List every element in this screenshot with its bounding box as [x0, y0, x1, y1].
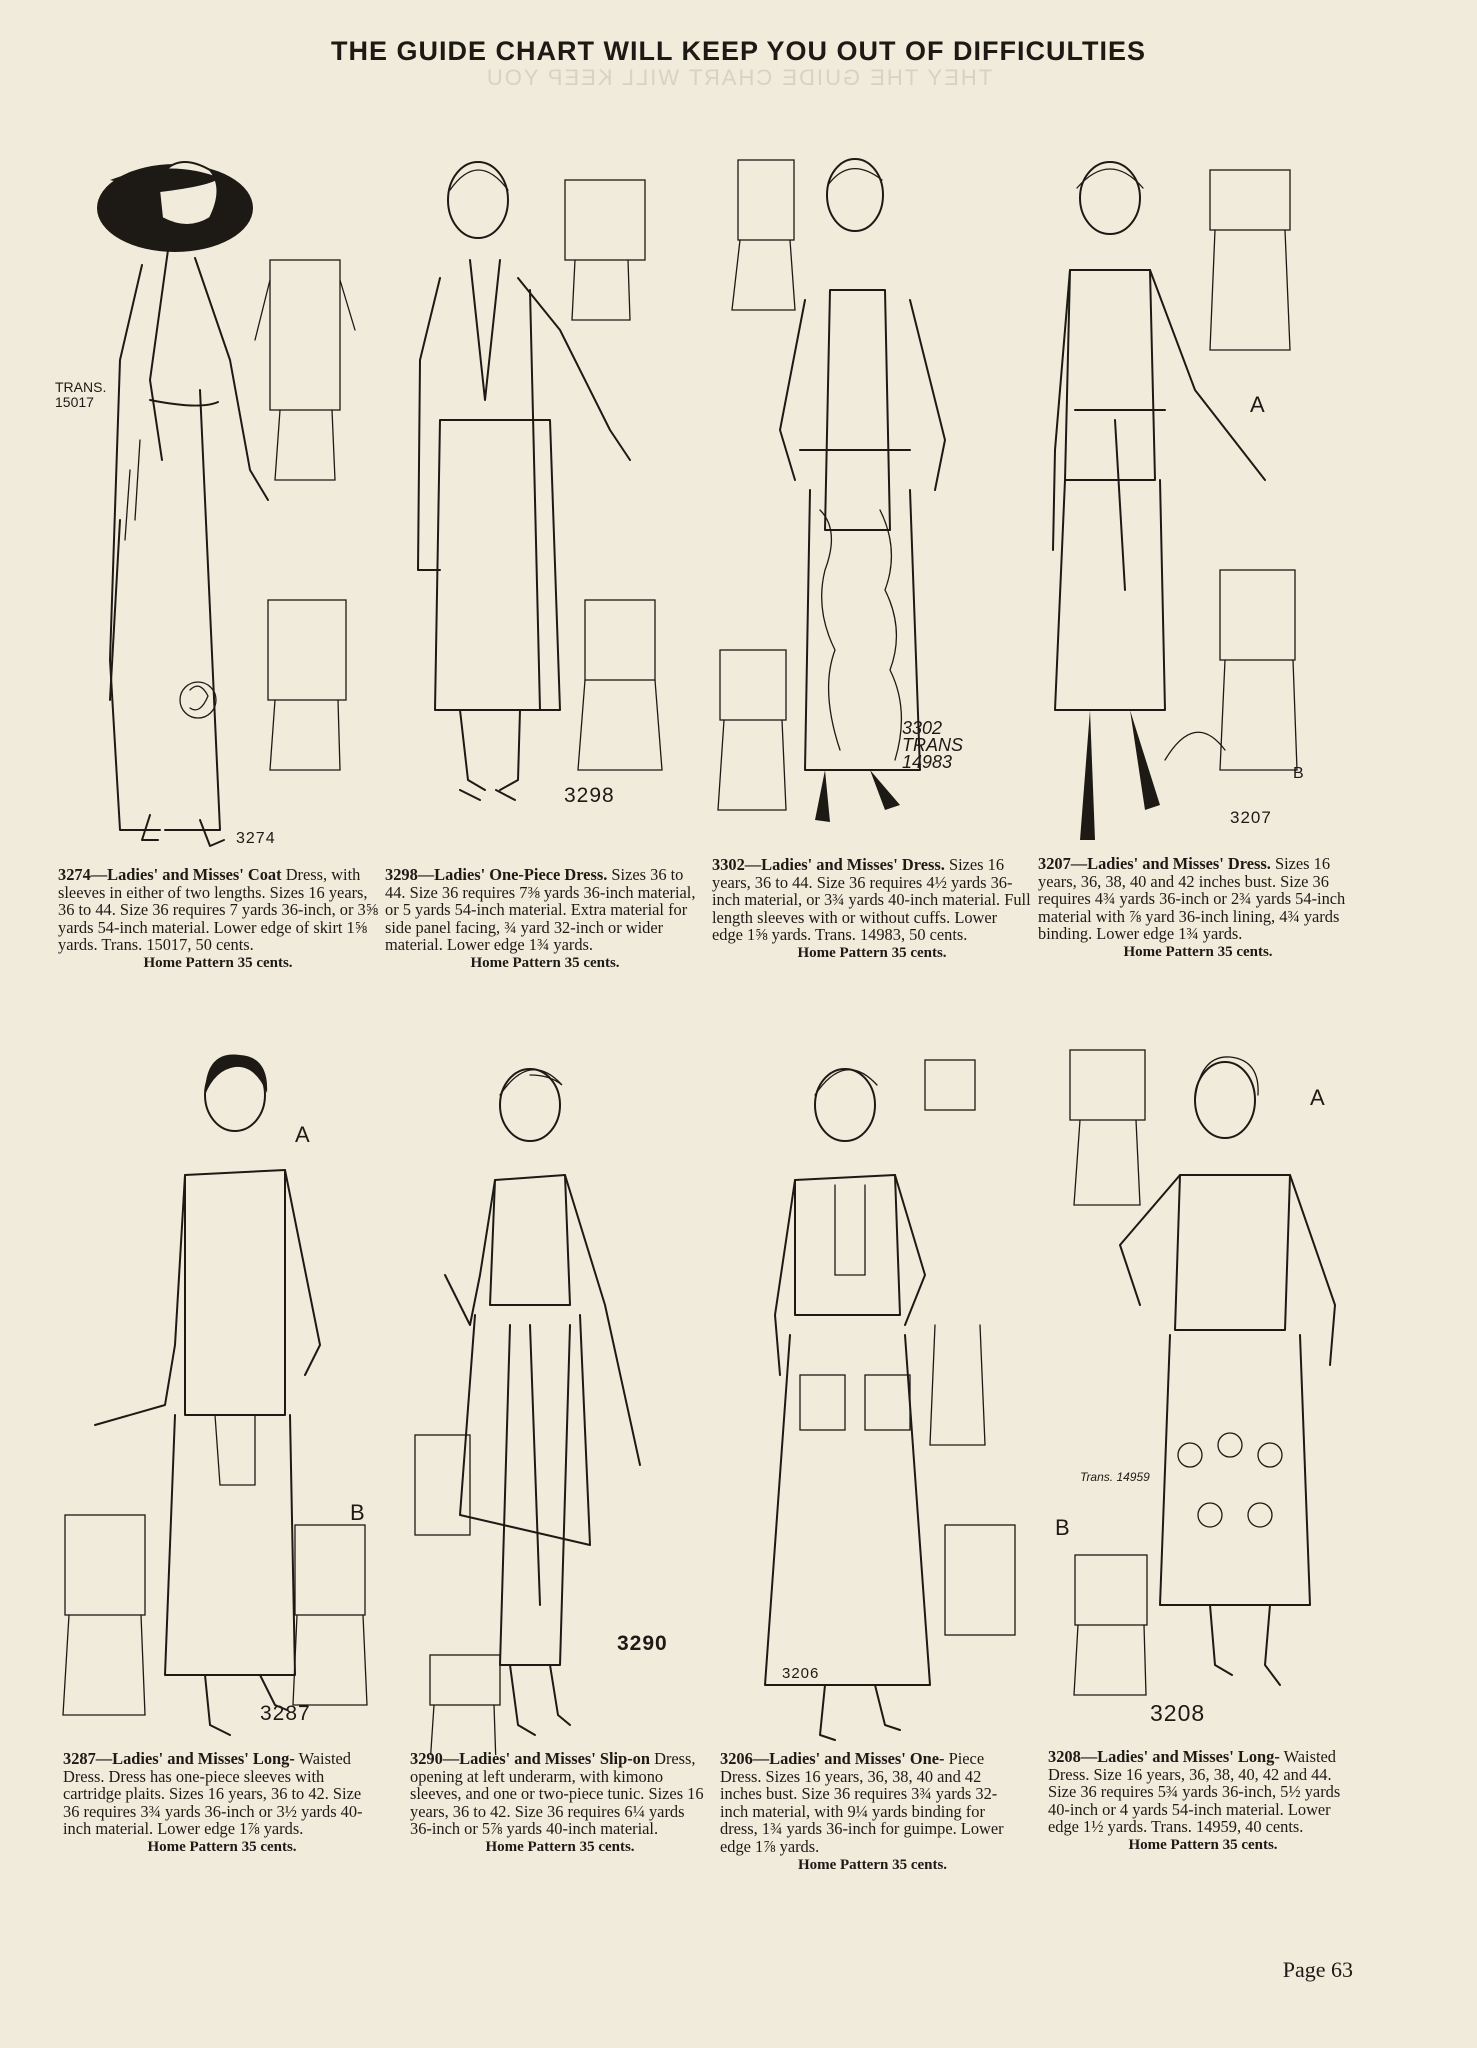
- caption-lead: 3290—Ladies' and Misses' Slip-on: [410, 1749, 650, 1768]
- page-number: Page 63: [1282, 1957, 1353, 1982]
- home-pattern-price: Home Pattern 35 cents.: [1123, 943, 1273, 960]
- view-b-3207: B: [1293, 765, 1304, 782]
- trans-label-3208: Trans. 14959: [1080, 1470, 1150, 1484]
- view-a-3208: A: [1310, 1085, 1325, 1110]
- figure-3287: [55, 1045, 385, 1755]
- caption-body: Sizes 16 years, 36 to 44. Size 36 requires 4½ yards 36-inch material, or 3¾ yards 40-inch material. Full length sleeves with or without cuffs. Lower edge 1⅝ yards. Trans. 14983, 50 cents.: [712, 855, 1031, 945]
- figure-3207: [1035, 150, 1365, 850]
- caption-lead: 3207—Ladies' and Misses' Dress.: [1038, 854, 1271, 873]
- home-pattern-price: Home Pattern 35 cents.: [797, 1856, 948, 1873]
- pattern-number-3274: 3274: [236, 830, 276, 847]
- view-a-3207: A: [1250, 392, 1265, 417]
- caption-lead: 3302—Ladies' and Misses' Dress.: [712, 855, 945, 874]
- caption-body: Sizes 16 years, 36, 38, 40 and 42 inches bust. Size 36 requires 4¾ yards 36-inch or 2¾ yards 54-inch material with ⅞ yard 36-inch lining, 4¾ yards binding. Lower edge 1¾ yards.: [1038, 854, 1346, 944]
- figure-3274: [50, 140, 380, 850]
- pattern-number-3298: 3298: [564, 784, 615, 807]
- trans-label-3302: 3302 TRANS 14983: [902, 718, 964, 772]
- caption-lead: 3298—Ladies' One-Piece Dress.: [385, 865, 608, 884]
- caption-body: Dress, opening at left underarm, with kimono sleeves, and one or two-piece tunic. Sizes 16 years, 36 to 42. Size 36 requires 6¼ yards 36-inch or 5⅞ yards 40-inch material.: [410, 1749, 704, 1839]
- figure-3208: [1060, 1045, 1390, 1745]
- pattern-number-3290: 3290: [617, 1632, 668, 1655]
- pattern-number-3206: 3206: [782, 1665, 820, 1682]
- caption-3206: [720, 1750, 1025, 1874]
- page-title: THE GUIDE CHART WILL KEEP YOU OUT OF DIFFICULTIES: [330, 36, 1147, 66]
- caption-body: Waisted Dress. Dress has one-piece sleeves with cartridge plaits. Sizes 16 years, 36 to 42. Size 36 requires 3¾ yards 36-inch or 3½ yards 40-inch material. Lower edge 1⅞ yards.: [63, 1749, 363, 1839]
- caption-lead: 3206—Ladies' and Misses' One-: [720, 1749, 945, 1768]
- home-pattern-price: Home Pattern 35 cents.: [1128, 1836, 1278, 1853]
- pattern-number-3208: 3208: [1150, 1700, 1206, 1726]
- show-through-text: THEY THE GUIDE CHART WILL KEEP YOU: [484, 65, 993, 90]
- home-pattern-price: Home Pattern 35 cents.: [143, 954, 293, 971]
- figure-3302: [710, 150, 1040, 850]
- caption-body: Piece Dress. Sizes 16 years, 36, 38, 40 and 42 inches bust. Size 36 requires 3¾ yards 32-inch material, with 9¼ yards binding for dress, 1¾ yards 36-inch for guimpe. Lower edge 1⅞ yards.: [720, 1749, 1004, 1856]
- trans-label-3274: TRANS. 15017: [55, 379, 107, 410]
- figure-3298: [400, 150, 730, 850]
- figure-3206: [735, 1045, 1065, 1755]
- home-pattern-price: Home Pattern 35 cents.: [470, 954, 620, 971]
- home-pattern-price: Home Pattern 35 cents.: [797, 944, 947, 961]
- figure-3290: [400, 1045, 730, 1755]
- caption-3298: [385, 866, 705, 973]
- view-b-3287: B: [350, 1500, 365, 1525]
- caption-lead: 3208—Ladies' and Misses' Long-: [1048, 1747, 1280, 1766]
- home-pattern-price: Home Pattern 35 cents.: [485, 1838, 635, 1855]
- caption-3274: [58, 866, 378, 973]
- caption-3287: [63, 1750, 381, 1857]
- caption-body: Sizes 36 to 44. Size 36 requires 7⅜ yards 36-inch material, or 5 yards 54-inch material. Extra material for side panel facing, ¾ yard 32-inch or wider material. Lower edge 1¾ yards.: [385, 865, 696, 955]
- caption-lead: 3274—Ladies' and Misses' Coat: [58, 865, 282, 884]
- pattern-number-3287: 3287: [260, 1702, 311, 1725]
- caption-3290: [410, 1750, 710, 1857]
- pattern-number-3207: 3207: [1230, 808, 1272, 827]
- caption-3207: [1038, 855, 1358, 962]
- caption-3208: [1048, 1748, 1358, 1855]
- caption-lead: 3287—Ladies' and Misses' Long-: [63, 1749, 295, 1768]
- view-b-3208: B: [1055, 1515, 1070, 1540]
- caption-body: Dress, with sleeves in either of two lengths. Sizes 16 years, 36 to 44. Size 36 requires 7 yards 36-inch, or 3⅝ yards 54-inch material. Lower edge of skirt 1⅝ yards. Trans. 15017, 50 cents.: [58, 865, 379, 955]
- caption-3302: [712, 856, 1032, 963]
- view-a-3287: A: [295, 1122, 310, 1147]
- caption-body: Waisted Dress. Size 16 years, 36, 38, 40, 42 and 44. Size 36 requires 5¾ yards 36-inch, 5½ yards 40-inch or 4 yards 54-inch material. Lower edge 1½ yards. Trans. 14959, 40 cents.: [1048, 1747, 1341, 1837]
- home-pattern-price: Home Pattern 35 cents.: [147, 1838, 297, 1855]
